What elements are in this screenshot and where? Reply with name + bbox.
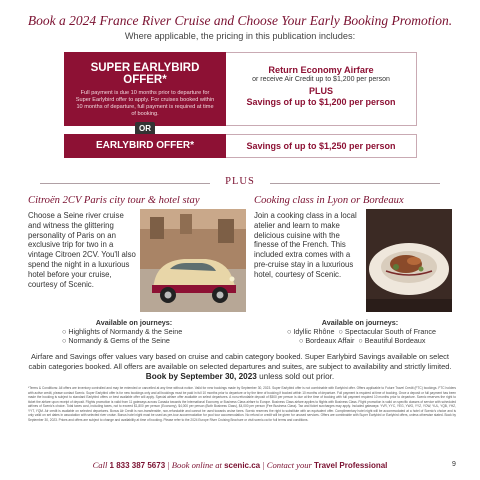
or-badge: OR bbox=[135, 122, 155, 136]
page-number: 9 bbox=[452, 461, 456, 468]
contact-travel-professional: Travel Professional bbox=[314, 461, 388, 470]
citroen-car-illustration bbox=[140, 209, 246, 312]
contact-website-link[interactable]: scenic.ca bbox=[224, 461, 261, 470]
return-airfare-title: Return Economy Airfare bbox=[268, 65, 374, 75]
terms-and-conditions: *Terms & Conditions: All offers are inventory controlled and may be extended or cancelled at any time without notice. Valid for new bookings made by September 30, 2023. Super Earlybird offer is not combinable with Earlybird offer. Offers applicable to Future Travel Credit (FTC) bookings. FTC holders with active credit, please contact Scenic. Super Earlybird offer is for new bookings only and all bookings must be paid in full 10 months prior to departure or by the time of booking if booked within 10 months of departure. Full payment is required at time of booking. Once a deposit or full payment has been made the booking is subject to standard Earlybird offers or best available offer will apply. Special airfare offer available on select departures. A non-refundable deposit of $500 per person is due at the time of booking with full payment required 10 months prior to departure. Scenic reserves the right to ticket the airfare upon receipt of deposit. Flights promotion is valid from 11 gateways across Canada towards the International Economy or Business Class airfare to Europe. Business Class airfare applies to flights with Business Class. Flight promotion is valid on specific classes of service with scheduled airlines of Scenic's choice. Total taxes cost, including taxes, not to exceed $1,800 per person (Economy), $4,000 per person (Both Business Class), $4,000 per person (Fee Business Class). Tax and ticket surcharges may apply. Included gateways: YVR, YYC, YEG, YWG, YYZ, YOW, YUL, YQB, YHZ, YYT, YQM. Air credit is available on selected departures. Bonus Air Credit is non-transferable, non-refundable and cannot be used towards cruise fares. Scenic reserves the right to substitute with an equivalent offer. Complimentary hotel night will be accommodated at a hotel of Scenic's choice and is only valid on set dates in association with selected river cruise. Bonus hotel night must be used as pre-tour accommodation for pool tour accommodation. No refund or credit will be given for unused services. Offers are combinable with Super Earlybird or Earlybird offers, unless otherwise stated. Book by September 30, 2023. Prices and offers are subject to change and availability at time of booking. Please refer to the 2024 Europe River Cruising Brochure or visit scenic.ca for full terms and conditions. bbox=[28, 386, 456, 422]
return-airfare-panel bbox=[226, 52, 417, 126]
super-earlybird-description: Full payment is due 10 months prior to departure for Super Earlybird offer to apply. For cruises booked within 10 months of departure, full payment is required at time of booking. bbox=[75, 90, 215, 117]
cooking-class-title: Cooking class in Lyon or Bordeaux bbox=[254, 195, 404, 206]
air-credit-text: or receive Air Credit up to $1,200 per person bbox=[252, 76, 390, 83]
cooking-class-description: Join a cooking class in a local atelier and learn to make delicious cuisine with the finesse of the French. This included extra comes with a pre-cruise stay in a luxurious hotel, courtesy of Scenic. bbox=[254, 211, 357, 279]
plated-dish-illustration bbox=[366, 209, 452, 312]
journey-label: Normandy & Gems of the Seine bbox=[68, 336, 170, 345]
contact-bar bbox=[0, 460, 480, 470]
citroen-available-title: Available on journeys: bbox=[95, 318, 173, 327]
book-by-deadline bbox=[0, 372, 480, 381]
plus-divider bbox=[40, 176, 440, 190]
contact-call-label: Call bbox=[92, 460, 110, 470]
page-title: Book a 2024 France River Cruise and Choose Your Early Booking Promotion. bbox=[27, 13, 453, 28]
citroen-journey-2 bbox=[62, 336, 170, 345]
bullet-icon: ○ bbox=[287, 327, 294, 336]
contact-online-label: | Book online at bbox=[165, 460, 225, 470]
journey-label: Bordeaux Affair bbox=[305, 336, 355, 345]
citroen-tour-description: Choose a Seine river cruise and witness the glittering personality of Paris on an exclusive trip for two in a vintage Citroen 2CV. You'll also spend the night in a luxurious hotel before your cruise, courtesy of Scenic. bbox=[28, 211, 136, 289]
cooking-food-photo bbox=[366, 209, 472, 312]
journey-label: Beautiful Bordeaux bbox=[364, 336, 426, 345]
super-earlybird-title bbox=[64, 62, 226, 86]
journey-label: Highlights of Normandy & the Seine bbox=[68, 327, 183, 336]
contact-phone[interactable]: 1 833 387 5673 bbox=[109, 461, 166, 470]
page-subtitle: Where applicable, the pricing in this publication includes: bbox=[124, 31, 356, 41]
book-by-rest: unless sold out prior. bbox=[256, 372, 335, 381]
journey-label: Idyllic Rhône bbox=[293, 327, 335, 336]
super-earlybird-title-line-1: SUPER EARLYBIRD bbox=[90, 62, 200, 74]
super-earlybird-panel bbox=[64, 52, 226, 126]
journey-label: Spectacular South of France bbox=[344, 327, 436, 336]
divider-plus-word: PLUS bbox=[225, 176, 255, 187]
bullet-icon: ○ bbox=[62, 336, 69, 345]
bullet-icon: ○ bbox=[356, 336, 365, 345]
book-by-date: Book by September 30, 2023 bbox=[145, 372, 257, 381]
offer-conditions-note: Airfare and Savings offer values vary based on cruise and cabin category booked. Super Earlybird Savings available on select cabin categories booked. All offers are available on selected departures and suites, are subject to availability and strictly limited. bbox=[28, 352, 452, 371]
savings-earlybird: Savings of up to $1,250 per person bbox=[226, 134, 417, 158]
bullet-icon: ○ bbox=[336, 327, 345, 336]
cooking-journeys-row-2 bbox=[299, 336, 425, 345]
cooking-available-title: Available on journeys: bbox=[321, 318, 399, 327]
contact-agent-label: | Contact your bbox=[260, 460, 315, 470]
plus-label: PLUS bbox=[308, 86, 333, 96]
bullet-icon: ○ bbox=[62, 327, 69, 336]
citroen-car-photo bbox=[140, 209, 246, 312]
offer-box bbox=[64, 52, 417, 170]
bullet-icon: ○ bbox=[299, 336, 306, 345]
citroen-tour-title: Citroën 2CV Paris city tour & hotel stay bbox=[28, 195, 200, 206]
cooking-journeys-row-1 bbox=[287, 327, 436, 336]
earlybird-offer-title: EARLYBIRD OFFER* bbox=[64, 134, 226, 158]
divider-line-right bbox=[270, 183, 440, 184]
citroen-journey-1 bbox=[62, 327, 182, 336]
savings-super-earlybird: Savings of up to $1,200 per person bbox=[246, 97, 396, 107]
super-earlybird-title-line-2: OFFER* bbox=[123, 74, 167, 86]
